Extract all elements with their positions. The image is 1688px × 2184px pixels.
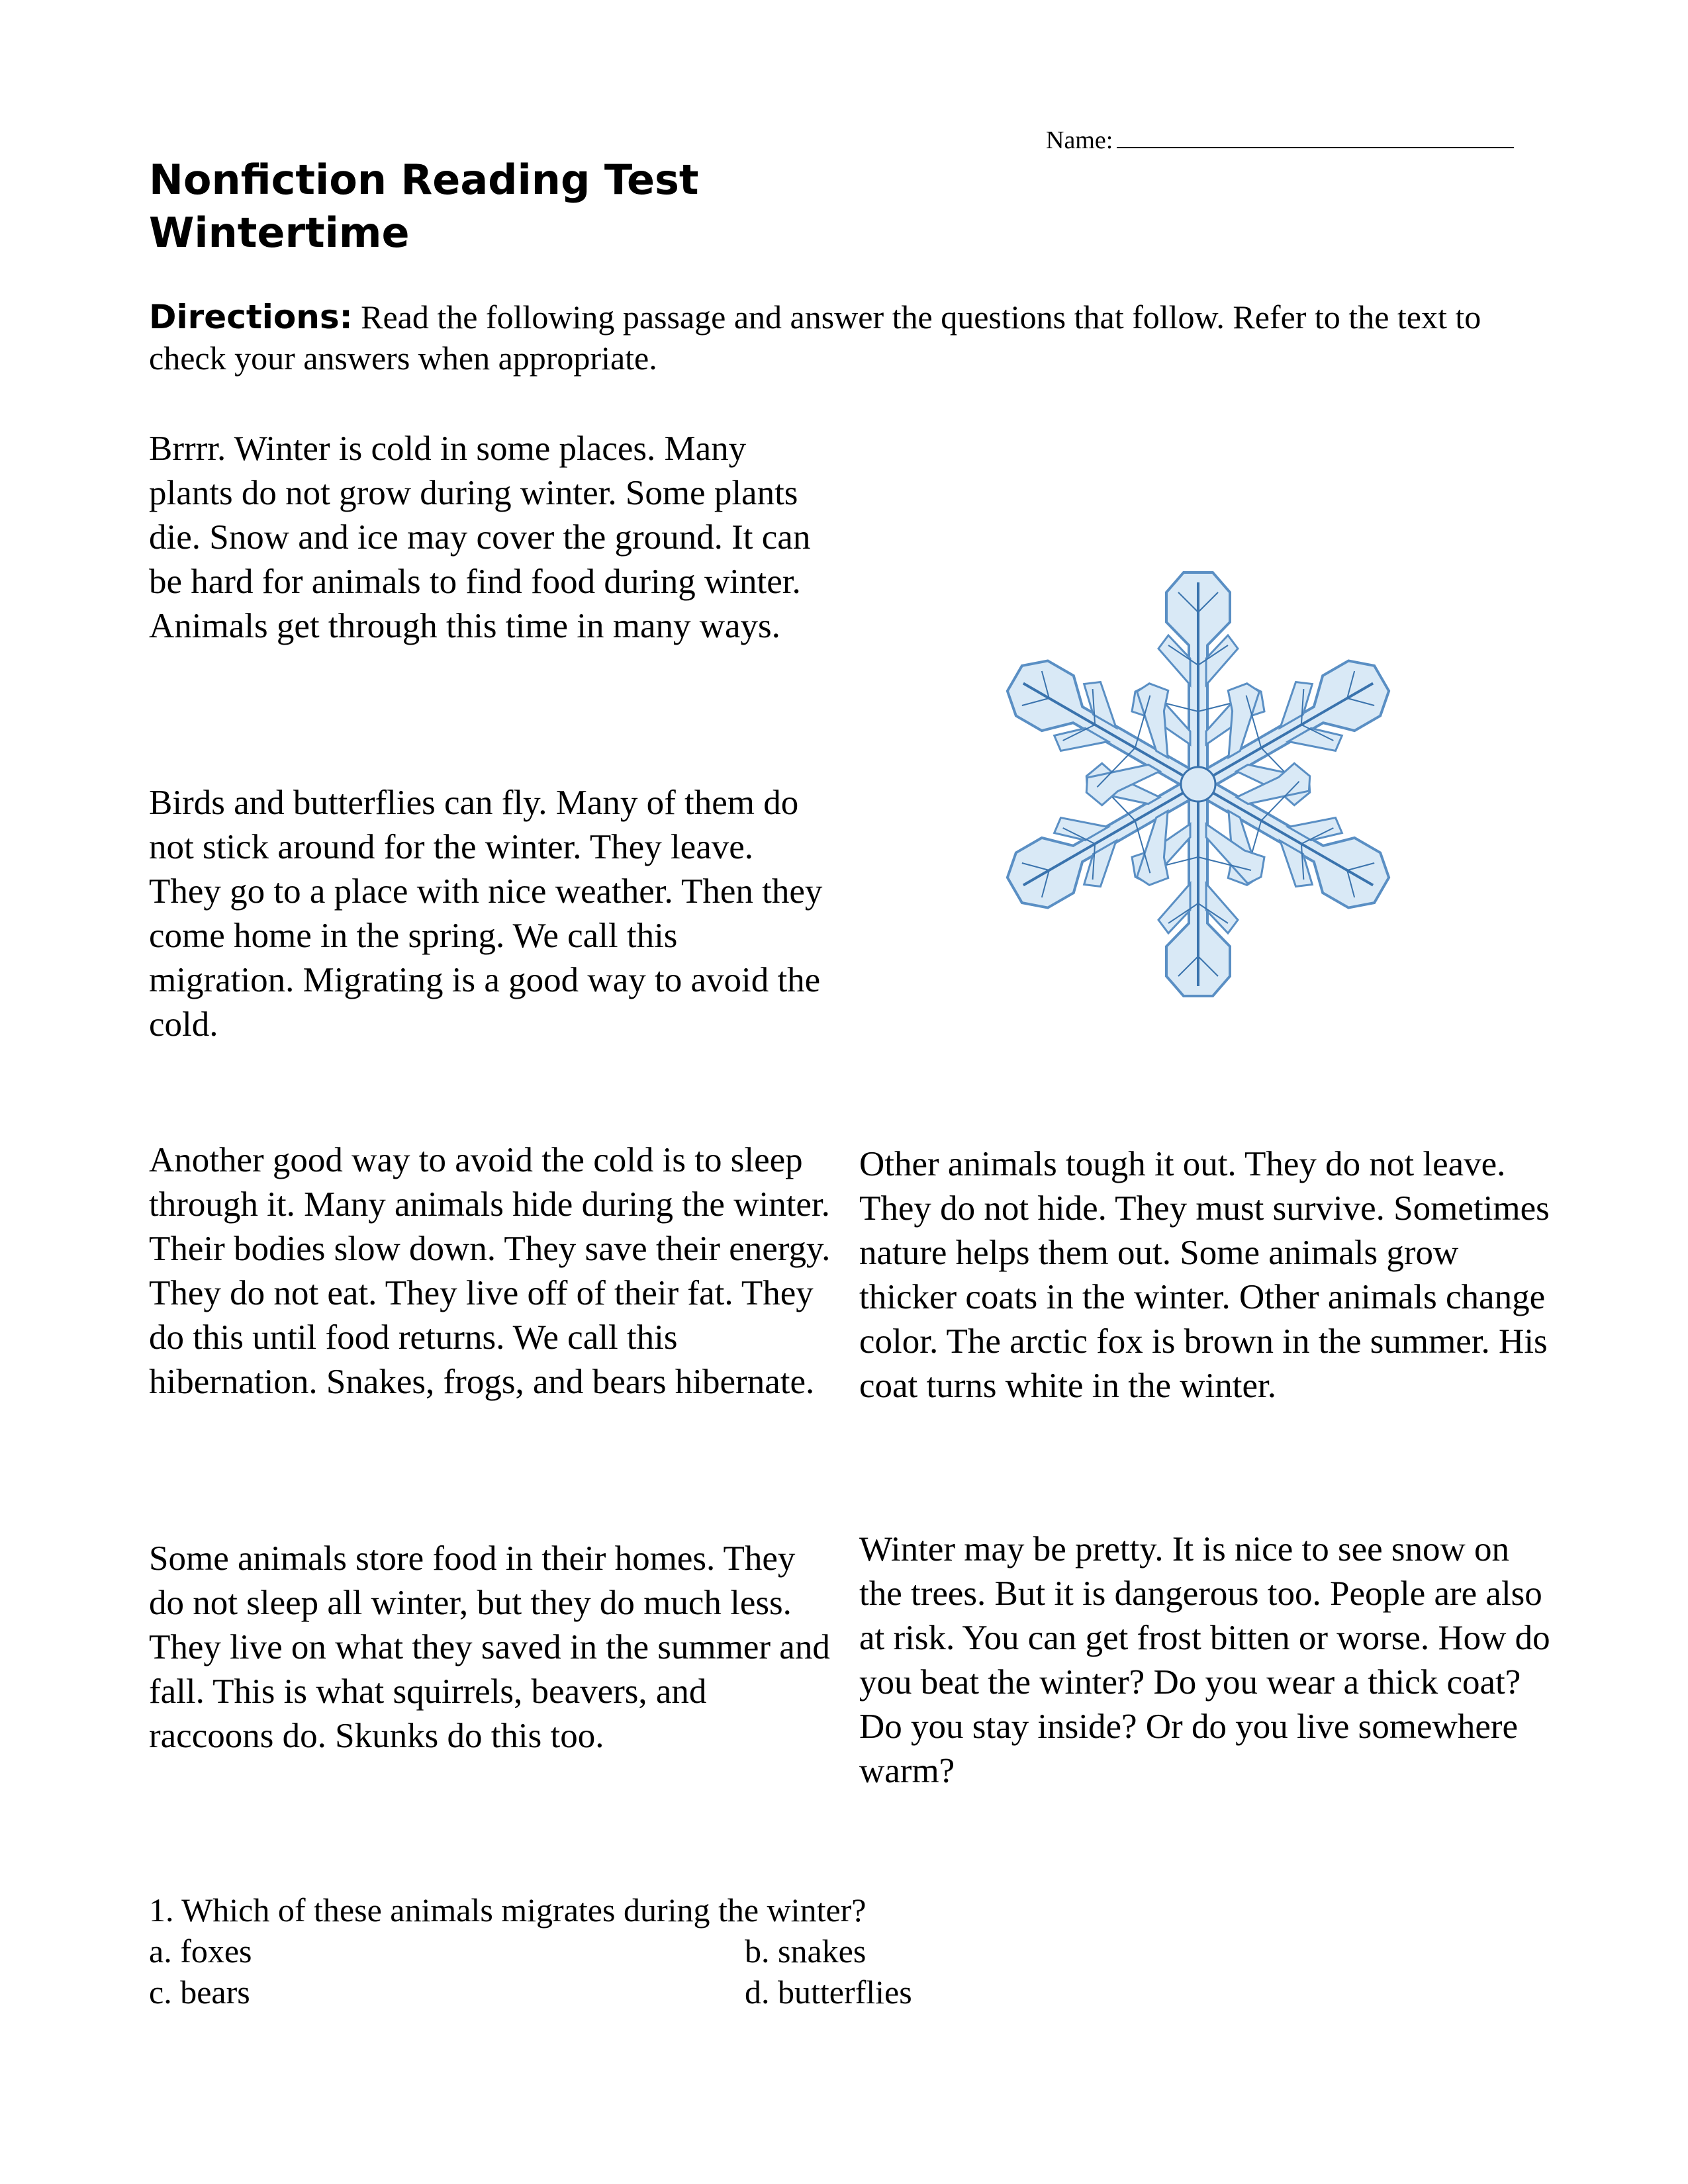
passage-paragraph-1: Brrrr. Winter is cold in some places. Many plants do not grow during winter. Some plants die. Snow and ice may cover the ground. It can be hard for animals to find food during winter. Animals get through this time in many ways. (149, 430, 811, 645)
passage-paragraph-3: Another good way to avoid the cold is to sleep through it. Many animals hide during the winter. Their bodies slow down. They save their energy. They do not eat. They live off of their fat. They do this until food returns. We call this hibernation. Snakes, frogs, and bears hibernate. (149, 1141, 831, 1401)
answer-option-d[interactable]: d. butterflies (745, 1974, 912, 2011)
name-field[interactable] (1046, 124, 1514, 155)
name-blank-line[interactable] (1117, 124, 1514, 148)
directions-label: Directions: (149, 298, 353, 336)
snowflake-image (947, 563, 1450, 1006)
answer-option-c[interactable]: c. bears (149, 1974, 250, 2011)
passage-paragraph-4: Other animals tough it out. They do not leave. They do not hide. They must survive. Sometimes nature helps them out. Some animals grow thicker coats in the winter. Other animals change color. The arctic fox is brown in the summer. His coat turns white in the winter. (859, 1145, 1550, 1405)
passage-paragraph-5: Some animals store food in their homes. They do not sleep all winter, but they do much less. They live on what they saved in the summer and fall. This is what squirrels, beavers, and raccoons do. Skunks do this too. (149, 1539, 830, 1755)
directions-text: Read the following passage and answer the questions that follow. Refer to the text to check your answers when appropriate. (149, 298, 1481, 377)
answer-option-a[interactable]: a. foxes (149, 1933, 252, 1970)
page-title (149, 154, 943, 259)
snowflake-center (1181, 767, 1215, 801)
name-label: Name: (1046, 126, 1113, 154)
question-1-prompt: 1. Which of these animals migrates during the winter? (149, 1891, 867, 1929)
title-line-1: Nonfiction Reading Test (149, 156, 699, 204)
directions (149, 296, 1526, 379)
passage-paragraph-2: Birds and butterflies can fly. Many of them do not stick around for the winter. They leave. They go to a place with nice weather. Then they come home in the spring. We call this migration. Migrating is a good way to avoid the cold. (149, 784, 823, 1044)
answer-option-b[interactable]: b. snakes (745, 1933, 867, 1970)
title-line-2: Wintertime (149, 208, 410, 257)
passage-paragraph-6: Winter may be pretty. It is nice to see snow on the trees. But it is dangerous too. People are also at risk. You can get frost bitten or worse. How do you beat the winter? Do you wear a thick coat? Do you stay inside? Or do you live somewhere warm? (859, 1530, 1550, 1790)
